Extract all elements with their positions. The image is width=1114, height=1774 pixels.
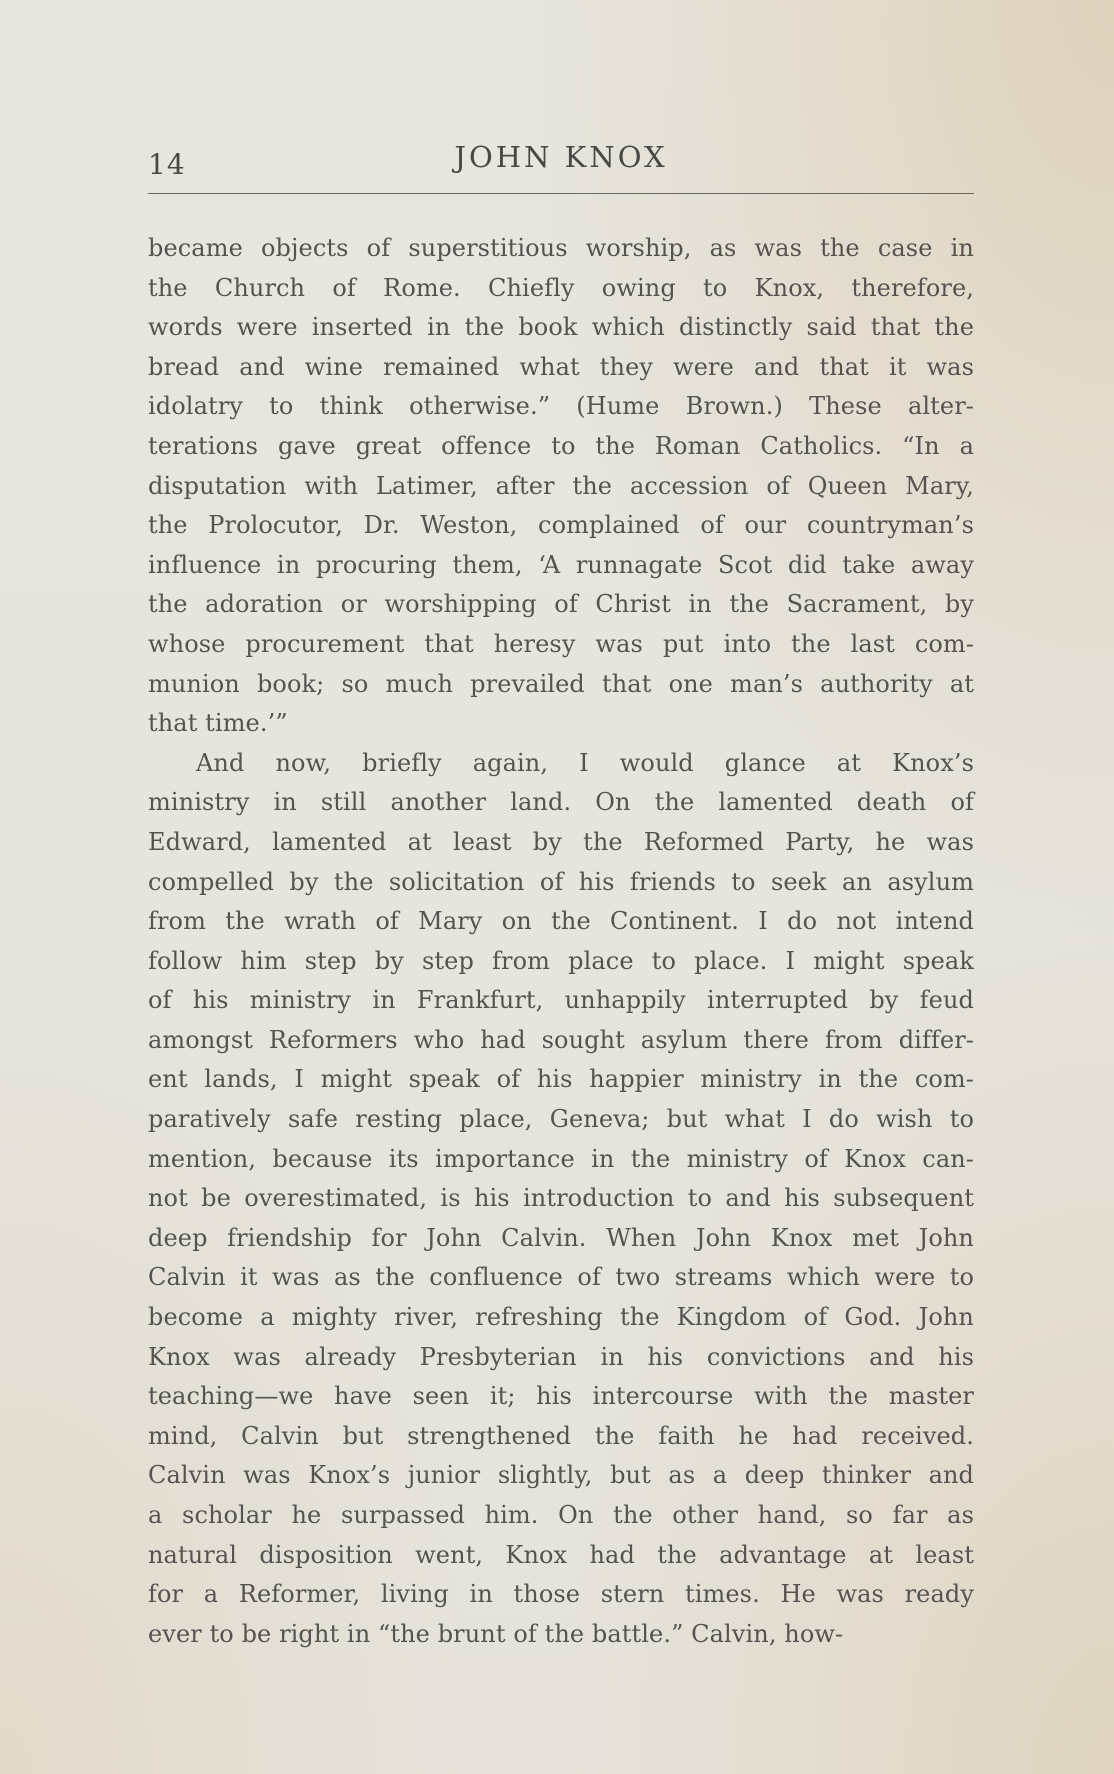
text-line: the Church of Rome. Chiefly owing to Knox, therefore, (148, 273, 974, 302)
text-line: that time.’” (148, 709, 288, 738)
text-line: compelled by the solicitation of his friends to seek an asylum (148, 867, 974, 896)
text-line: Calvin it was as the confluence of two streams which were to (148, 1263, 974, 1292)
text-line: of his ministry in Frankfurt, unhappily interrupted by feud (148, 986, 974, 1015)
text-line: natural disposition went, Knox had the advantage at least (148, 1540, 974, 1569)
text-line: a scholar he surpassed him. On the other hand, so far as (148, 1501, 974, 1529)
text-line: Calvin was Knox’s junior slightly, but as a deep thinker and (148, 1461, 974, 1490)
text-line: mind, Calvin but strengthened the faith he had received. (148, 1421, 974, 1450)
text-line: ministry in still another land. On the lamented death of (148, 788, 974, 817)
text-line: from the wrath of Mary on the Continent. I do not intend (148, 907, 974, 936)
text-line: deep friendship for John Calvin. When John Knox met John (148, 1223, 974, 1252)
text-line: idolatry to think otherwise.” (Hume Brown.) These alter- (148, 392, 974, 421)
text-line: amongst Reformers who had sought asylum there from differ- (148, 1025, 974, 1054)
text-line: the Prolocutor, Dr. Weston, complained of our countryman’s (148, 511, 974, 540)
text-line: for a Reformer, living in those stern times. He was ready (148, 1580, 974, 1609)
paragraph (148, 229, 974, 744)
text-line: terations gave great offence to the Roman Catholics. “In a (148, 431, 974, 460)
running-title: JOHN KNOX (454, 140, 668, 174)
paragraph (148, 744, 974, 1655)
page-number: 14 (148, 148, 186, 181)
running-head (148, 140, 974, 188)
text-line: became objects of superstitious worship, as was the case in (148, 234, 974, 262)
text-line: words were inserted in the book which distinctly said that the (148, 313, 974, 342)
text-line: munion book; so much prevailed that one man’s authority at (148, 669, 974, 698)
text-line: the adoration or worshipping of Christ in the Sacrament, by (148, 590, 974, 619)
text-line: paratively safe resting place, Geneva; but what I do wish to (148, 1105, 974, 1134)
text-line: not be overestimated, is his introduction to and his subsequent (148, 1184, 974, 1213)
text-line: Knox was already Presbyterian in his convictions and his (148, 1342, 974, 1371)
text-line: mention, because its importance in the ministry of Knox can- (148, 1144, 974, 1173)
text-line: influence in procuring them, ‘A runnagate Scot did take away (148, 550, 974, 579)
text-line: disputation with Latimer, after the accession of Queen Mary, (148, 471, 974, 500)
text-line: And now, briefly again, I would glance at Knox’s (196, 748, 974, 777)
text-line: ever to be right in “the brunt of the battle.” Calvin, how- (148, 1619, 844, 1648)
text-line: bread and wine remained what they were and that it was (148, 352, 974, 381)
body-text (148, 229, 974, 1654)
text-line: ent lands, I might speak of his happier ministry in the com- (148, 1065, 974, 1094)
text-line: whose procurement that heresy was put into the last com- (148, 629, 974, 658)
text-line: follow him step by step from place to place. I might speak (148, 946, 974, 975)
text-line: Edward, lamented at least by the Reformed Party, he was (148, 827, 974, 856)
text-line: teaching—we have seen it; his intercourse with the master (148, 1382, 974, 1411)
text-line: become a mighty river, refreshing the Kingdom of God. John (148, 1303, 974, 1332)
header-rule (148, 193, 974, 194)
